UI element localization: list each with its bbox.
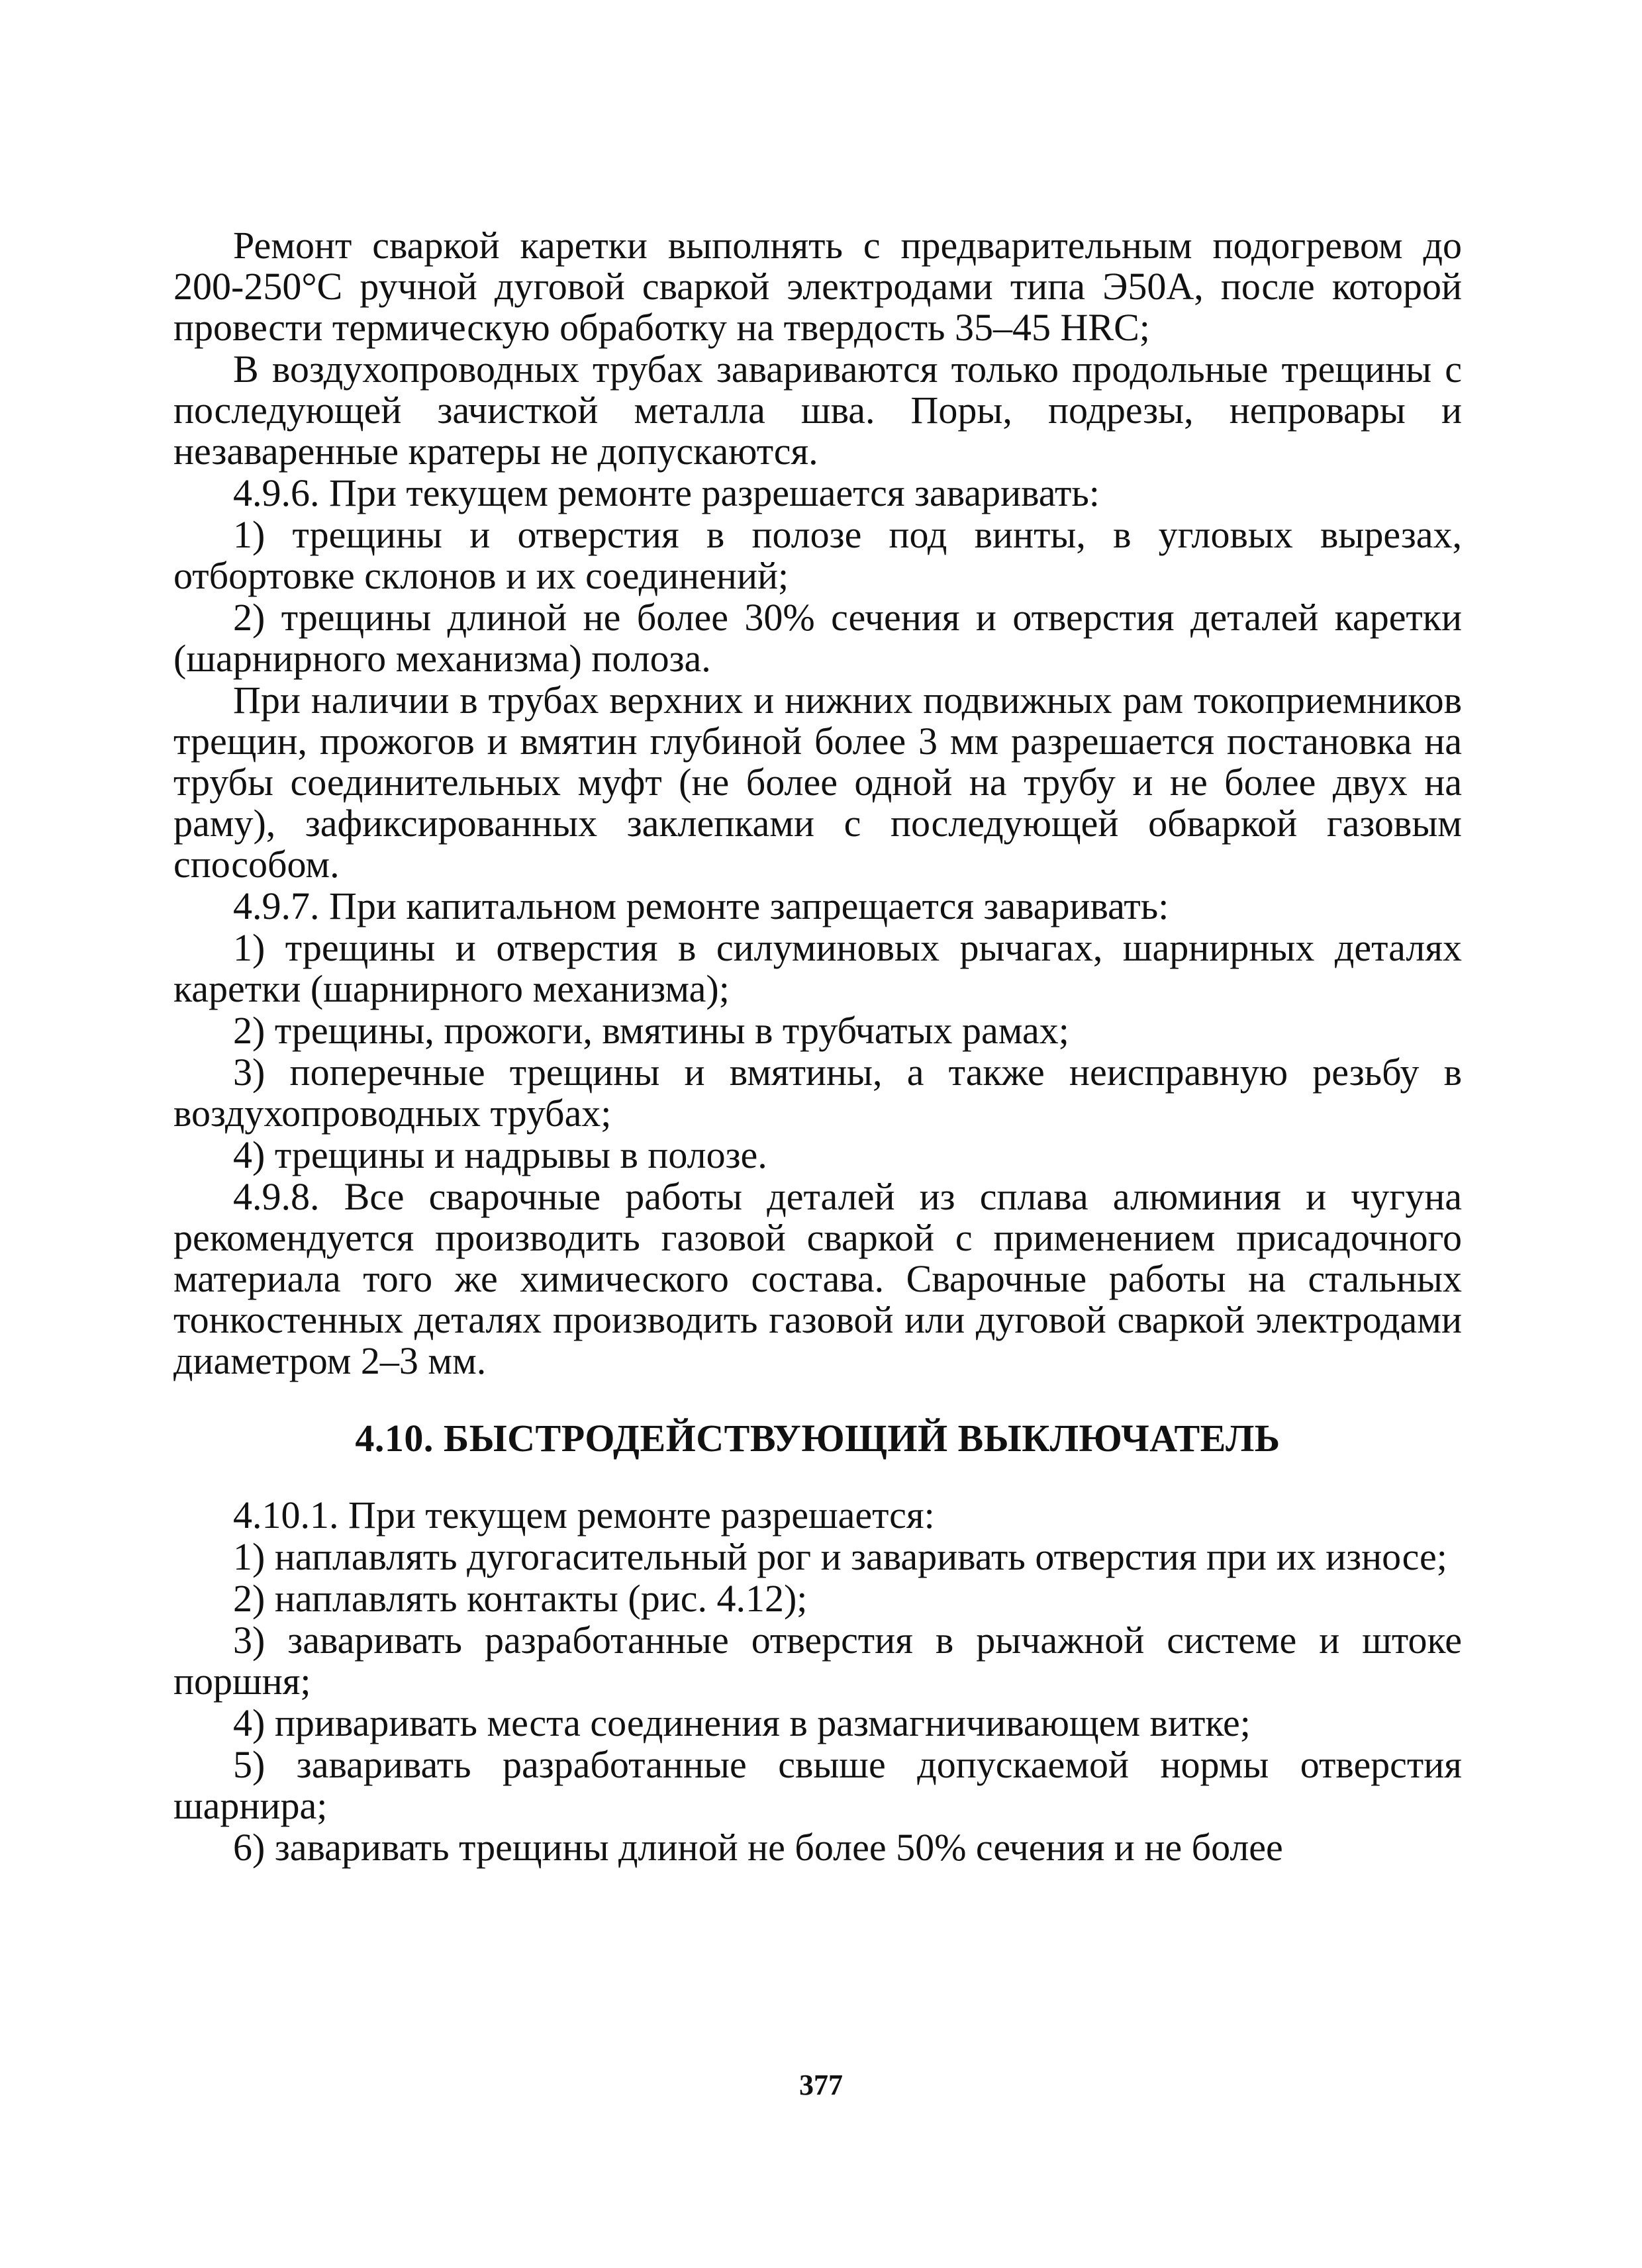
list-item-4-10-1-5: 5) заваривать разработанные свыше допускаемой нормы отверстия шарнира; [173,1743,1462,1827]
clause-4-9-8: 4.9.8. Все сварочные работы деталей из сплава алюминия и чугуна рекомендуется производить газовой сваркой с применением присадочного материала того же химического состава. Сварочные работы на стальных тонкостенных деталях производить газовой или дуговой сваркой электродами диаметром 2–3 мм. [173,1175,1462,1382]
list-item-4-9-7-4: 4) трещины и надрывы в полозе. [233,1133,767,1176]
list-item-4-10-1-2: 2) наплавлять контакты (рис. 4.12); [233,1577,808,1620]
list-item-4-9-7-3: 3) поперечные трещины и вмятины, а также неисправную резьбу в воздухопроводных трубах; [173,1051,1462,1135]
paragraph-air-pipes: В воздухопроводных трубах завариваются только продольные трещины с последующей зачисткой металла шва. Поры, подрезы, непровары и незаваренные кратеры не допускаются. [173,348,1462,473]
list-item-4-10-1-4: 4) приваривать места соединения в размагничивающем витке; [233,1701,1251,1744]
section-heading: 4.10. БЫСТРОДЕЙСТВУЮЩИЙ ВЫКЛЮЧАТЕЛЬ [355,1417,1280,1460]
list-item-4-9-6-2: 2) трещины длиной не более 30% сечения и отверстия деталей каретки (шарнирного механизма) полоза. [173,596,1462,680]
paragraph-repair-carriage: Ремонт сваркой каретки выполнять с предварительным подогревом до 200-250°С ручной дуговой сваркой электродами типа Э50А, после которой провести термическую обработку на твердость 35–45 HRC; [173,224,1462,349]
clause-4-10-1: 4.10.1. При текущем ремонте разрешается: [233,1493,935,1536]
list-item-4-9-7-1: 1) трещины и отверстия в силуминовых рычагах, шарнирных деталях каретки (шарнирного механизма); [173,926,1462,1010]
list-item-4-10-1-6: 6) заваривать трещины длиной не более 50% сечения и не более [233,1826,1283,1869]
list-item-4-9-7-2: 2) трещины, прожоги, вмятины в трубчатых рамах; [233,1009,1069,1052]
list-item-4-10-1-1: 1) наплавлять дугогасительный рог и заваривать отверстия при их износе; [233,1535,1447,1578]
clause-4-9-6: 4.9.6. При текущем ремонте разрешается заваривать: [233,471,1100,514]
page-body [173,225,1462,1869]
page-number: 377 [799,2069,843,2101]
clause-4-9-7: 4.9.7. При капитальном ремонте запрещается заваривать: [233,884,1169,927]
list-item-4-10-1-3: 3) заваривать разработанные отверстия в рычажной системе и штоке поршня; [173,1619,1462,1703]
list-item-4-9-6-1: 1) трещины и отверстия в полозе под винты, в угловых вырезах, отбортовке склонов и их соединений; [173,513,1462,597]
paragraph-tube-repair: При наличии в трубах верхних и нижних подвижных рам токоприемников трещин, прожогов и вмятин глубиной более 3 мм разрешается постановка на трубы соединительных муфт (не более одной на трубу и не более двух на раму), зафиксированных заклепками с последующей обваркой газовым способом. [173,679,1462,886]
